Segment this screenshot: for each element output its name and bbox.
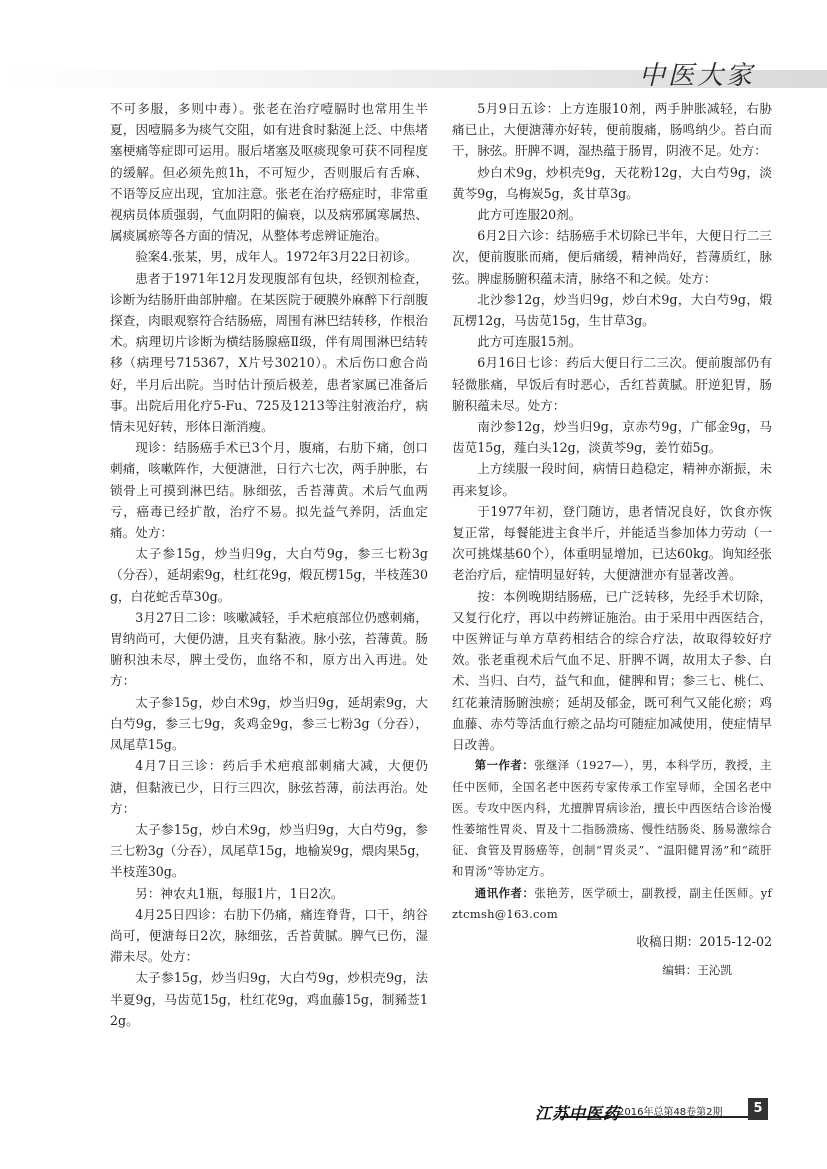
paragraph: 于1977年初，登门随访，患者情况良好，饮食亦恢复正常，每餐能进主食半斤，并能适当参加体力劳动（一次可挑煤基60个），体重明显增加，已达60kg。询知经张老治疗后，症情明显好转，大便溏泄亦有显著改善。 (452, 503, 772, 583)
correspondence-label: 通讯作者： (474, 885, 535, 900)
paragraph: 4月25日四诊：右肋下仍痛，痛连脊背，口干，纳谷尚可，便溏每日2次，脉细弦，舌苔黄腻。脾气已伤，湿滞未尽。处方： (110, 906, 428, 965)
paragraph: 6月16日七诊：药后大便日行二三次。便前腹部仍有轻微胀痛，早饭后有时恶心，舌红苔黄腻。肝逆犯胃，肠腑积蕴未尽。处方： (452, 355, 772, 413)
received-date: 收稿日期：2015-12-02 (636, 933, 772, 949)
commentary: 按：本例晚期结肠癌，已广泛转移，先经手术切除，又复行化疗，再以中药辨证施治。由于采用中西医结合，中医辨证与单方草药相结合的综合疗法，故取得较好疗效。张老重视术后气血不足、肝脾不调，故用太子参、白术、当归、白芍，益气和血，健脾和胃；参三七、桃仁、红花兼清肠腑浊瘀；延胡及郁金，既可利气又能化瘀；鸡血藤、赤芍等活血行瘀之品均可随症加减使用，使症情早日改善。 (452, 588, 772, 753)
paragraph: 验案4.张某，男，成年人。1972年3月22日初诊。 (135, 249, 418, 265)
paragraph: 现诊：结肠癌手术已3个月，腹痛，右肋下痛，创口刺痛，咳嗽阵作，大便溏泄，日行六七次，两手肿胀，右锁骨上可摸到淋巴结。脉细弦，舌苔薄黄。术后气血两亏，癌毒已经扩散，治疗不易。拟先益气养阴，活血定痛。处方： (110, 440, 428, 541)
page-number: 5 (748, 1098, 768, 1120)
paragraph: 5月9日五诊：上方连服10剂，两手肿胀减轻，右胁痛已止，大便溏薄亦好转，便前腹痛，肠鸣纳少。苔白而干，脉弦。肝脾不调，湿热蕴于肠胃，阴液不足。处方： (452, 101, 772, 159)
paragraph: 另：神农丸1瓶，每服1片，1日2次。 (135, 885, 344, 901)
prescription: 太子参15g，炒当归9g，大白芍9g，炒枳壳9g，法半夏9g，马齿苋15g，杜红花9g，鸡血藤15g，制豨莶12g。 (110, 970, 428, 1028)
prescription: 太子参15g，炒白术9g，炒当归9g，大白芍9g，参三七粉3g（分吞），凤尾草15g，地榆炭9g，煨肉果5g，半枝莲30g。 (110, 821, 428, 880)
paragraph: 此方可连服15剂。 (477, 334, 582, 350)
first-author-text: 张继泽（1927—），男，本科学历，教授，主任中医师，全国名老中医药专家传承工作室导师，全国名老中医。专攻中医内科，尤擅脾胃病诊治，擅长中西医结合诊治慢性萎缩性胃炎、胃及十二指肠溃疡、慢性结肠炎、肠易激综合征、食管及胃肠癌等，创制“胃炎灵”、“温阳健胃汤”和“疏肝和胃汤”等协定方。 (452, 758, 772, 879)
prescription: 太子参15g，炒当归9g，大白芍9g，参三七粉3g（分吞），延胡索9g，杜红花9g，煅瓦楞15g，半枝莲30g，白花蛇舌草30g。 (110, 546, 428, 604)
prescription: 炒白术9g，炒枳壳9g，天花粉12g，大白芍9g，淡黄芩9g，乌梅炭5g，炙甘草3g。 (452, 164, 772, 201)
prescription: 太子参15g，炒白术9g，炒当归9g，延胡索9g，大白芍9g，参三七9g，炙鸡金9g，参三七粉3g（分吞），凤尾草15g。 (110, 694, 428, 753)
paragraph: 不可多服，多则中毒）。张老在治疗噎膈时也常用生半夏，因噎膈多为痰气交阻，如有进食时黏涎上泛、中焦堵塞梗痛等症即可运用。服后堵塞及呕痰现象可获不同程度的缓解。但必须先煎1h，不可短少，否则服后有舌麻、不语等反应出现，宜加注意。张老在治疗癌症时，非常重视病员体质强弱，气血阴阳的偏衰，以及病邪属寒属热、属痰属瘀等各方面的情况，从整体考虑辨证施治。 (110, 101, 428, 244)
first-author-bio (452, 755, 772, 882)
paragraph: 6月2日六诊：结肠癌手术切除已半年，大便日行二三次，便前腹胀而痛，便后痛缓，精神尚好，苔薄质红，脉弦。脾虚肠腑积蕴未清，脉络不和之候。处方： (452, 228, 772, 286)
paragraph: 上方续服一段时间，病情日趋稳定，精神亦渐振，未再来复诊。 (452, 461, 772, 498)
journal-logo: 江苏中医药 (535, 1104, 621, 1123)
issue-info: 2016年总第48卷第2期 (618, 1107, 723, 1118)
editor: 编辑：王沁凯 (662, 963, 732, 978)
paragraph: 此方可连服20剂。 (477, 207, 582, 223)
right-column (452, 98, 772, 981)
paragraph: 4月7日三诊：药后手术疤痕部刺痛大减，大便仍溏，但黏液已少，日行三四次，脉弦苔薄，前法再治。处方： (110, 758, 428, 816)
paragraph: 3月27日二诊：咳嗽减轻，手术疤痕部位仍感刺痛，胃纳尚可，大便仍溏，且夹有黏液。脉小弦，苔薄黄。肠腑积浊未尽，脾土受伤，血络不和，原方出入再进。处方： (110, 609, 428, 689)
correspondence-author (452, 883, 772, 925)
section-title: 中医大家 (638, 61, 755, 91)
paragraph: 患者于1971年12月发现腹部有包块，经钡剂检查，诊断为结肠肝曲部肿瘤。在某医院于硬膜外麻醉下行剖腹探查，肉眼观察符合结肠癌，周围有淋巴结转移，作根治术。病理切片诊断为横结肠腺癌Ⅱ级，伴有周围淋巴结转移（病理号715367，X片号30210）。术后伤口愈合尚好，半月后出院。当时估计预后极差，患者家属已准备后事。出院后用化疗5-Fu、725及1213等注射液治疗，病情未见好转，形体日渐消瘦。 (110, 270, 428, 435)
left-column (110, 98, 428, 1031)
prescription: 北沙参12g，炒当归9g，炒白术9g，大白芍9g，煅瓦楞12g，马齿苋15g，生甘草3g。 (452, 291, 772, 329)
prescription: 南沙参12g，炒当归9g，京赤芍9g，广郁金9g，马齿苋15g，薤白头12g，淡黄芩9g，姜竹茹5g。 (452, 419, 772, 456)
first-author-label: 第一作者： (474, 758, 535, 773)
correspondence-text: 张艳芳，医学硕士，副教授，副主任医师。yfztcmsh@163.com (452, 885, 772, 921)
